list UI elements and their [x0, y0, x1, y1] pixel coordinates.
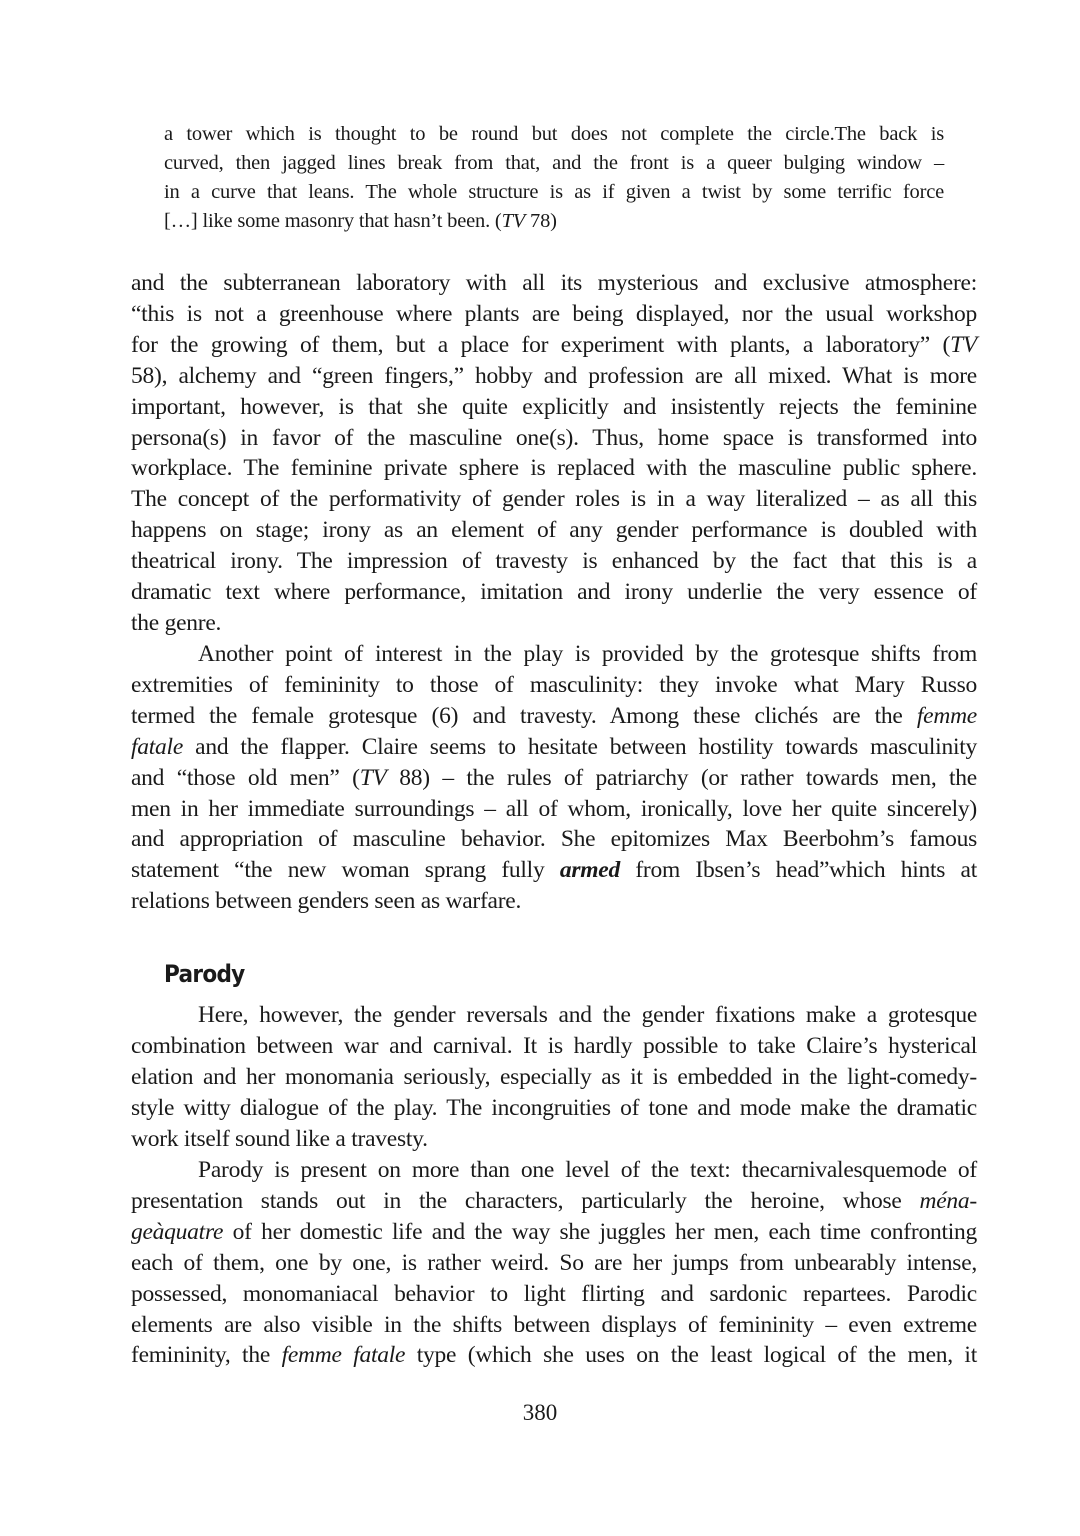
text-line: each of them, one by one, is rather weird. So are her jumps from unbearably intense,: [131, 1249, 977, 1276]
text-line: persona(s) in favor of the masculine one(s). Thus, home space is transformed into: [131, 424, 977, 451]
text-line: statement “the new woman sprang fully armed from Ibsen’s head”which hints at: [131, 857, 977, 884]
text-line: 58), alchemy and “green fingers,” hobby and profession are all mixed. What is more: [131, 362, 977, 389]
text-line: and “those old men” (TV 88) – the rules of patriarchy (or rather towards men, the: [131, 764, 977, 791]
text-line: relations between genders seen as warfare.: [131, 888, 522, 915]
quote-line: […] like some masonry that hasn’t been. (TV 78): [164, 210, 557, 232]
text-line: elation and her monomania seriously, especially as it is embedded in the light-comedy-: [131, 1063, 977, 1090]
quote-line: in a curve that leans. The whole structure is as if given a twist by some terrific force: [164, 181, 944, 203]
text-line: and the subterranean laboratory with all its mysterious and exclusive atmosphere:: [131, 270, 977, 296]
text-line: “this is not a greenhouse where plants are being displayed, nor the usual workshop: [131, 300, 977, 327]
block-quote: [164, 120, 944, 236]
section-heading: Parody: [164, 960, 245, 988]
text-line: theatrical irony. The impression of travesty is enhanced by the fact that this is a: [131, 548, 977, 575]
text-line: geàquatre of her domestic life and the way she juggles her men, each time confronting: [131, 1218, 977, 1245]
text-line: work itself sound like a travesty.: [131, 1125, 428, 1152]
text-line: for the growing of them, but a place for experiment with plants, a laboratory” (TV: [131, 331, 977, 358]
paragraph-4: [131, 1155, 977, 1371]
quote-line: a tower which is thought to be round but does not complete the circle.The back is: [164, 123, 944, 145]
text-line: fatale and the flapper. Claire seems to hesitate between hostility towards masculinity: [131, 733, 977, 760]
text-line: dramatic text where performance, imitation and irony underlie the very essence of: [131, 579, 977, 606]
quote-line: curved, then jagged lines break from that, and the front is a queer bulging window –: [164, 152, 944, 174]
text-line: important, however, is that she quite explicitly and insistently rejects the feminine: [131, 393, 977, 420]
paragraph-1: [131, 268, 977, 639]
text-line: possessed, monomaniacal behavior to light flirting and sardonic repartees. Parodic: [131, 1280, 977, 1307]
text-line: men in her immediate surroundings – all of whom, ironically, love her quite sincerely): [131, 795, 977, 822]
text-line: happens on stage; irony as an element of any gender performance is doubled with: [131, 517, 977, 544]
text-line: style witty dialogue of the play. The incongruities of tone and mode make the dramatic: [131, 1094, 977, 1121]
text-line: combination between war and carnival. It is hardly possible to take Claire’s hysterical: [131, 1032, 977, 1059]
text-line: and appropriation of masculine behavior. She epitomizes Max Beerbohm’s famous: [131, 826, 977, 853]
text-line: extremities of femininity to those of masculinity: they invoke what Mary Russo: [131, 671, 977, 698]
text-line: Parody is present on more than one level of the text: thecarnivalesquemode of: [198, 1157, 977, 1183]
text-line: The concept of the performativity of gender roles is in a way literalized – as all this: [131, 486, 977, 513]
text-line: Another point of interest in the play is provided by the grotesque shifts from: [198, 641, 977, 667]
paragraph-3: [131, 1000, 977, 1155]
text-line: femininity, the femme fatale type (which she uses on the least logical of the men, it: [131, 1342, 977, 1369]
text-line: workplace. The feminine private sphere is replaced with the masculine public sphere.: [131, 455, 977, 482]
paragraph-2: [131, 639, 977, 917]
text-line: Here, however, the gender reversals and the gender fixations make a grotesque: [198, 1002, 977, 1028]
text-line: elements are also visible in the shifts between displays of femininity – even extreme: [131, 1311, 977, 1338]
text-line: the genre.: [131, 609, 222, 636]
page-number: 380: [522, 1400, 558, 1425]
text-line: presentation stands out in the characters, particularly the heroine, whose ména-: [131, 1187, 977, 1214]
text-line: termed the female grotesque (6) and travesty. Among these clichés are the femme: [131, 702, 977, 729]
citation-abbrev: TV: [501, 210, 526, 232]
